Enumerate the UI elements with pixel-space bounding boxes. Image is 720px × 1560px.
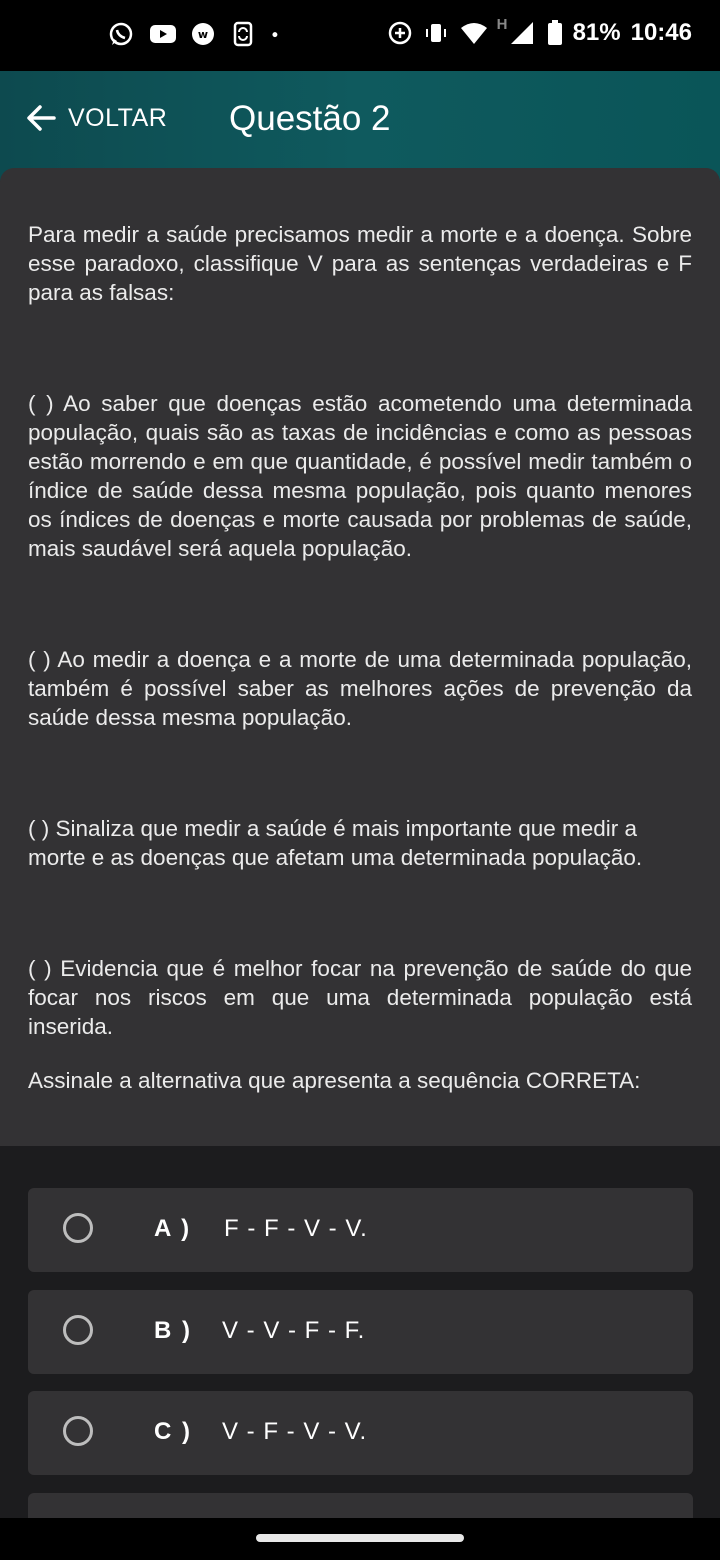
option-a[interactable] bbox=[28, 1188, 693, 1272]
statement-2: ( ) Ao medir a doença e a morte de uma determinada população, também é possível saber as melhores ações de prevenção da saúde dessa mesma população. bbox=[28, 647, 692, 730]
youtube-icon bbox=[148, 21, 176, 47]
w-app-icon bbox=[190, 21, 216, 47]
battery-percent: 81% bbox=[572, 19, 621, 46]
signal-icon bbox=[509, 20, 535, 46]
option-letter: B ) bbox=[154, 1317, 192, 1344]
status-bar bbox=[0, 0, 720, 71]
page-title: Questão 2 bbox=[229, 99, 391, 138]
radio-button[interactable] bbox=[63, 1213, 93, 1243]
statement-3: ( ) Sinaliza que medir a saúde é mais importante que medir a morte e as doenças que afetam uma determinada população. bbox=[28, 816, 643, 870]
whatsapp-icon bbox=[108, 21, 134, 47]
radio-button[interactable] bbox=[63, 1315, 93, 1345]
option-letter: A ) bbox=[154, 1215, 192, 1242]
radio-button[interactable] bbox=[63, 1416, 93, 1446]
data-saver-icon bbox=[387, 20, 413, 46]
statement-4: ( ) Evidencia que é melhor focar na prevenção de saúde do que focar nos riscos em que uma determinada população está inserida. bbox=[28, 956, 692, 1039]
back-button[interactable] bbox=[24, 101, 167, 135]
dot-icon bbox=[270, 21, 286, 47]
network-type-label: H bbox=[496, 16, 508, 33]
option-text: V - V - F - F. bbox=[222, 1317, 366, 1344]
statement-1: ( ) Ao saber que doenças estão acometendo uma determinada população, quais são as taxas de incidências e como as pessoas estão morrendo e em que quantidade, é possível medir também o índice de saúde dessa mesma população, pois quanto menores os índices de doenças e morte causada por problemas de saúde, mais saudável será aquela população. bbox=[28, 391, 692, 561]
clock: 10:46 bbox=[630, 19, 692, 46]
app-bar bbox=[0, 71, 720, 181]
svg-text:w: w bbox=[197, 28, 209, 41]
question-card bbox=[0, 168, 720, 1146]
vibrate-icon bbox=[423, 20, 449, 46]
phone-sync-icon bbox=[230, 21, 256, 47]
option-c[interactable] bbox=[28, 1391, 693, 1475]
question-prompt: Assinale a alternativa que apresenta a sequência CORRETA: bbox=[28, 1068, 641, 1093]
option-text: F - F - V - V. bbox=[224, 1215, 368, 1242]
option-letter: C ) bbox=[154, 1418, 192, 1445]
question-intro: Para medir a saúde precisamos medir a morte e a doença. Sobre esse paradoxo, classifique V para as sentenças verdadeiras e F para as falsas: bbox=[28, 222, 692, 305]
navigation-bar bbox=[0, 1518, 720, 1560]
back-label: VOLTAR bbox=[68, 103, 168, 132]
wifi-icon bbox=[459, 20, 487, 46]
option-d-partial[interactable] bbox=[28, 1493, 693, 1518]
option-b[interactable] bbox=[28, 1290, 693, 1374]
arrow-left-icon bbox=[24, 101, 58, 135]
home-gesture-bar[interactable] bbox=[256, 1534, 464, 1542]
battery-icon bbox=[547, 20, 563, 46]
option-text: V - F - V - V. bbox=[222, 1418, 368, 1445]
